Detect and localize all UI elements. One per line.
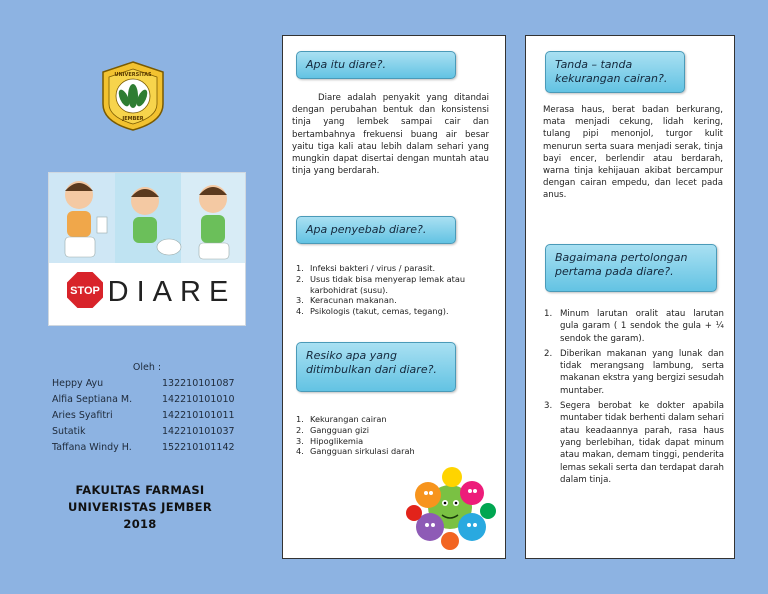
university-name: UNIVERISTAS JEMBER [67,500,212,514]
risks-list [296,414,446,457]
dehydration-signs-text: Merasa haus, berat badan berkurang, mata menjadi cekung, lidah kering, tulang pipi menonjol, turgor kulit menurun serta suara menjadi serak, tinja bayi encer, berlendir atau berdarah, warna tinja kehijauan akibat bercampur dengan cairan empedu, dan lecet pada anus. [543,105,723,201]
logo-ring-text-top: UNIVERSITAS [114,72,152,78]
list-item: 2. Diberikan makanan yang lunak dan tidak merangsang lambung, serta makanan ekstra yang bergizi sesudah muntaber. [544,348,724,396]
question-causes: Apa penyebab diare?. [296,216,456,244]
faculty-block [40,482,240,533]
list-item: 3. Segera berobat ke dokter apabila muntaber tidak berhenti dalam sehari atau keadaannya parah, rasa haus yang berlebihan, tidak dapat minum atau makan, demam tinggi, penderita lemas sekali serta dan terdapat darah dalam tinja. [544,401,724,485]
authors-block [52,360,242,456]
list-item: 3. Hipoglikemia [296,435,364,446]
author-name: Taffana Windy H. [52,442,132,453]
germs-illustration [400,455,500,555]
logo-ring-text-bottom: JEMBER [122,116,144,122]
year: 2018 [123,517,157,531]
list-item: 2. Usus tidak bisa menyerap lemak atau karbohidrat (susu). [296,273,466,295]
author-name: Sutatik [52,426,86,437]
author-nim: 142210101010 [162,394,235,405]
author-nim: 142210101011 [162,410,235,421]
question-what-is-diarrhea: Apa itu diare?. [296,51,456,79]
question-first-aid: Bagaimana pertolongan pertama pada diare?. [545,244,717,292]
author-name: Aries Syafitri [52,410,113,421]
cover-illustration [48,172,246,326]
author-nim: 152210101142 [162,442,235,453]
author-row [52,440,242,456]
list-item: 4. Psikologis (takut, cemas, tegang). [296,306,449,317]
list-item: 3. Keracunan makanan. [296,295,397,306]
authors-header: Oleh : [132,362,162,373]
question-risks: Resiko apa yang ditimbulkan dari diare?. [296,342,456,392]
author-nim: 142210101037 [162,426,235,437]
faculty-name: FAKULTAS FARMASI [75,483,205,497]
author-row [52,408,242,424]
first-aid-list [544,308,724,489]
author-row [52,424,242,440]
author-nim: 132210101087 [162,378,235,389]
author-row [52,376,242,392]
causes-list [296,263,491,317]
author-row [52,392,242,408]
list-item: 4. Gangguan sirkulasi darah [296,446,415,457]
list-item: 1. Infeksi bakteri / virus / parasit. [296,263,436,273]
question-dehydration-signs: Tanda – tanda kekurangan cairan?. [545,51,685,93]
list-item: 1. Kekurangan cairan [296,414,387,424]
diarrhea-definition: Diare adalah penyakit yang ditandai dengan perubahan bentuk dan konsistensi tinja yang lembek sampai cair dan bertambahnya frekuensi buang air besar yaitu tiga kali atau lebih dalam sehari yang mungkin dapat disertai dengan muntah atau tinja yang berdarah. [292,93,489,177]
author-name: Alfia Septiana M. [52,394,133,405]
university-logo [97,60,169,132]
author-name: Heppy Ayu [52,378,104,389]
list-item: 1. Minum larutan oralit atau larutan gula garam ( 1 sendok the gula + ¼ sendok the garam). [544,309,724,344]
list-item: 2. Gangguan gizi [296,424,369,435]
stop-label: STOP [70,285,100,297]
cover-title: DIARE [107,276,237,308]
